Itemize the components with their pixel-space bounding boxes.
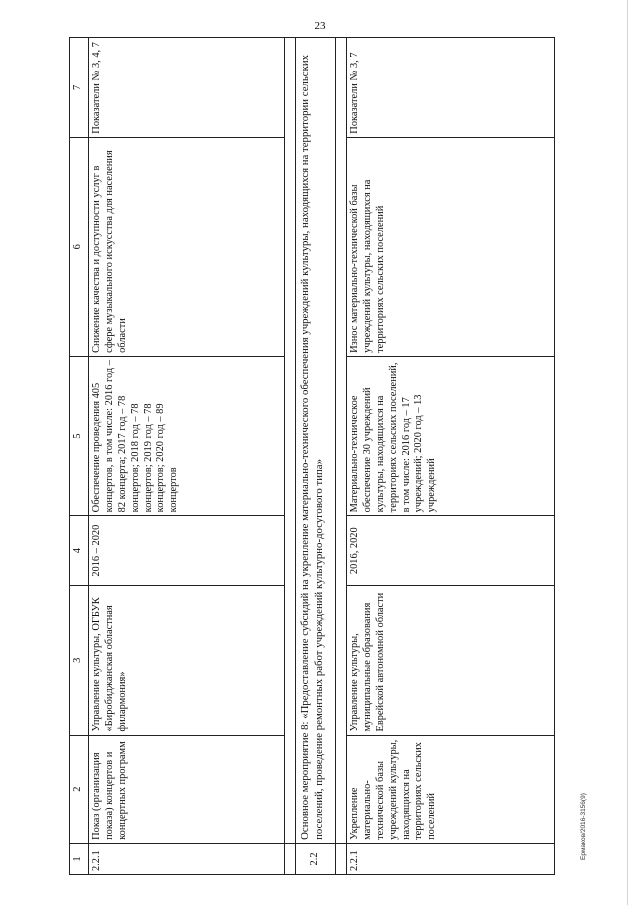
- rotated-table-page: [69, 37, 626, 875]
- header-cell-7: 7: [70, 38, 89, 138]
- section-title: Основное мероприятие 8: «Предоставление субсидий на укрепление материально-технического обеспечения учреждений культуры, находящихся на территории сельских поселений, проведение ремонтных работ учреждений культурно-досугового типа»: [296, 38, 336, 844]
- header-cell-1: 1: [70, 843, 89, 874]
- indicators-cell: Показатели № 3, 4, 7: [89, 38, 285, 138]
- measure-name: Показ (организация показа) концертов и концертных программ: [89, 735, 285, 843]
- table-row-material-base: [347, 38, 555, 875]
- table-header-row: [70, 38, 89, 875]
- executor-cell: Управление культуры, муниципальные образования Еврейской автономной области: [347, 586, 555, 735]
- section-number: 2.2: [296, 843, 336, 874]
- spacer-row: [336, 38, 347, 875]
- page-number: 23: [314, 20, 326, 32]
- document-code: Ермаков/2016-3156(9): [580, 793, 587, 860]
- section-row: [296, 38, 336, 875]
- risk-cell: Снижение качества и доступности услуг в сфере музыкального искусства для населения области: [89, 137, 285, 356]
- header-cell-5: 5: [70, 356, 89, 515]
- period-cell: 2016 – 2020: [89, 516, 285, 586]
- spacer-row: [285, 38, 296, 875]
- scan-edge-line: [627, 0, 628, 905]
- risk-cell: Износ материально-технической базы учреждений культуры, находящихся на территориях сельских поселений: [347, 137, 555, 356]
- header-cell-2: 2: [70, 735, 89, 843]
- period-cell: 2016, 2020: [347, 516, 555, 586]
- measure-name: Укрепление материально-технической базы учреждений культуры, находящихся на территориях сельских поселений: [347, 735, 555, 843]
- indicators-cell: Показатели № 3, 7: [347, 38, 555, 138]
- header-cell-6: 6: [70, 137, 89, 356]
- executor-cell: Управление культуры, ОГБУК «Биробиджанская областная филармония»: [89, 586, 285, 735]
- row-number: 2.2.1: [89, 843, 285, 874]
- measures-table: [69, 37, 555, 875]
- row-number: 2.2.1: [347, 843, 555, 874]
- table-row-concerts: [89, 38, 285, 875]
- header-cell-3: 3: [70, 586, 89, 735]
- expected-result-cell: Обеспечение проведения 405 концертов, в том числе: 2016 год – 82 концерта; 2017 год – 78 концертов; 2018 год – 78 концертов; 2019 год – 78 концертов; 2020 год – 89 концертов: [89, 356, 285, 515]
- expected-result-cell: Материально-техническое обеспечение 30 учреждений культуры, находящихся на территориях сельских поселений, в том числе: 2016 год – 17 учреждений; 2020 год – 13 учреждений: [347, 356, 555, 515]
- header-cell-4: 4: [70, 516, 89, 586]
